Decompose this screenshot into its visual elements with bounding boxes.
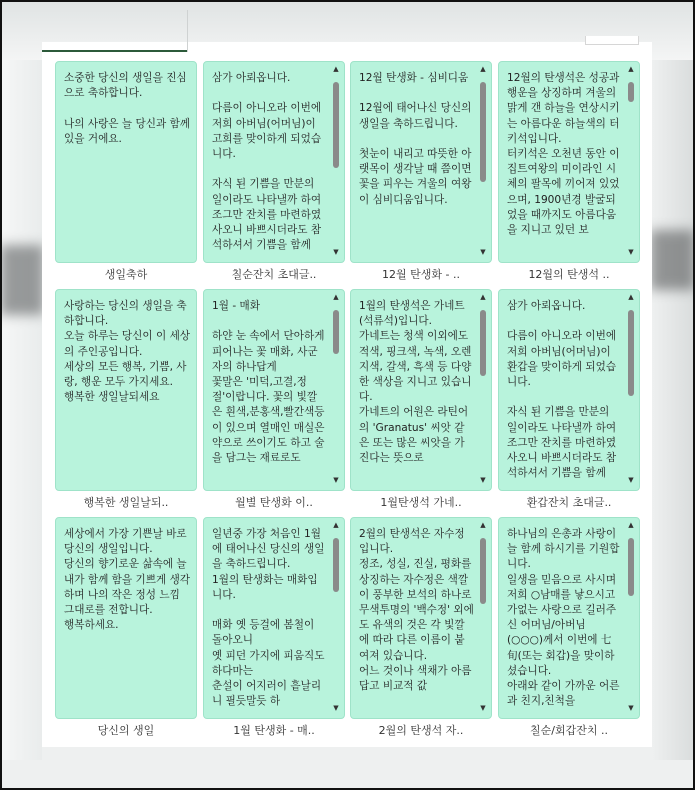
scroll-up-arrow-icon[interactable]: ▲: [628, 65, 634, 73]
scrollbar-thumb[interactable]: [628, 538, 634, 596]
message-card-textarea[interactable]: [55, 289, 197, 491]
scrollbar-thumb[interactable]: [628, 82, 634, 102]
message-card-caption[interactable]: 생일축하: [104, 268, 148, 281]
message-card[interactable]: [203, 61, 345, 282]
message-card-textarea[interactable]: [498, 61, 640, 263]
message-card-caption[interactable]: 칠순/회갑잔치 ..: [530, 724, 608, 737]
scroll-up-arrow-icon[interactable]: ▲: [333, 293, 339, 301]
scrollbar-thumb[interactable]: [333, 538, 339, 592]
card-scrollbar[interactable]: [332, 66, 340, 256]
scroll-up-arrow-icon[interactable]: ▲: [333, 521, 339, 529]
message-card-textarea[interactable]: [498, 517, 640, 719]
message-card-caption[interactable]: 당신의 생일: [97, 724, 155, 737]
card-scrollbar[interactable]: [332, 522, 340, 712]
scrollbar-thumb[interactable]: [333, 310, 339, 354]
message-card-textarea[interactable]: [350, 289, 492, 491]
scroll-up-arrow-icon[interactable]: ▲: [480, 293, 486, 301]
message-card-caption[interactable]: 칠순잔치 초대글..: [231, 268, 317, 281]
message-card-text: 하나님의 은총과 사랑이 늘 함께 하시기를 기원합니다. 일생을 믿음으로 사시며 저희 ○남매를 낳으시고 가없는 사랑으로 길러주신 어머님/아버님 (○○○)께서 이번에 七旬(또는 회갑)을 맞이하셨습니다. 아래와 같이 가까운 어른과 친지,친척을: [507, 528, 620, 708]
scrollbar-thumb[interactable]: [480, 82, 486, 182]
card-scrollbar[interactable]: [332, 294, 340, 484]
message-card-textarea[interactable]: [350, 61, 492, 263]
scrollbar-thumb[interactable]: [480, 310, 486, 376]
message-card[interactable]: [350, 61, 492, 282]
scroll-down-arrow-icon[interactable]: ▼: [628, 248, 634, 256]
message-card-textarea[interactable]: [55, 61, 197, 263]
scroll-down-arrow-icon[interactable]: ▼: [333, 248, 339, 256]
message-card-caption[interactable]: 1월탄생석 가네..: [380, 496, 462, 509]
card-scrollbar[interactable]: [479, 522, 487, 712]
message-card-text: 소중한 당신의 생일을 진심으로 축하합니다. 나의 사랑은 늘 당신과 함께 있을 거에요.: [64, 72, 191, 145]
background-left: [0, 60, 42, 760]
message-card[interactable]: [350, 289, 492, 510]
message-card-text: 삼가 아뢰옵니다. 다름이 아니오라 이번에 저희 아버님(어머님)이 고희를 맞이하게 되었습니다. 자식 된 기쁨을 만분의 일이라도 나타낼까 하여 조그만 잔치를 마련하였사오니 바쁘시더라도 참석하셔서 기쁨을 함께: [212, 72, 322, 252]
scroll-up-arrow-icon[interactable]: ▲: [628, 293, 634, 301]
card-scrollbar[interactable]: [479, 294, 487, 484]
message-card-text: 1월의 탄생석은 가네트(석류석)입니다. 가네트는 청색 이외에도 적색, 핑크색, 녹색, 오렌지색, 갈색, 흑색 등 다양한 색상을 지니고 있습니다. 가네트의 어원은 라틴어의 'Granatus' 씨앗 같은 또는 많은 씨앗을 가진다는 뜻으로: [359, 300, 472, 465]
message-card[interactable]: [498, 517, 640, 738]
scrollbar-thumb[interactable]: [628, 310, 634, 396]
scroll-up-arrow-icon[interactable]: ▲: [628, 521, 634, 529]
message-card-caption[interactable]: 환갑잔치 초대글..: [526, 496, 612, 509]
scroll-up-arrow-icon[interactable]: ▲: [480, 521, 486, 529]
scroll-down-arrow-icon[interactable]: ▼: [333, 476, 339, 484]
scroll-down-arrow-icon[interactable]: ▼: [480, 704, 486, 712]
message-card-textarea[interactable]: [55, 517, 197, 719]
message-card[interactable]: [350, 517, 492, 738]
message-card[interactable]: [55, 517, 197, 738]
message-card-text: 12월의 탄생석은 성공과 행운을 상징하며 겨울의 맑게 갠 하늘을 연상시키는 아름다운 하늘색의 터키석입니다. 터키석은 오천년 동안 이집트여왕의 미이라인 시체의 팔목에 끼어져 있었으며, 1900년경 발굴되었을 때까지도 아름다움을 지니고 있던 보: [507, 72, 620, 237]
scroll-down-arrow-icon[interactable]: ▼: [480, 476, 486, 484]
card-scrollbar[interactable]: [627, 522, 635, 712]
message-card[interactable]: [203, 517, 345, 738]
message-card-textarea[interactable]: [203, 61, 345, 263]
message-card-text: 2월의 탄생석은 자수정입니다. 정조, 성실, 진실, 평화를 상징하는 자수정은 색깔이 풍부한 보석의 하나로 무색투명의 '백수정' 외에도 유색의 것은 각 빛깔에 따라 다른 이름이 붙여져 있습니다. 어느 것이나 색채가 아름답고 비교적 값: [359, 528, 474, 693]
scrollbar-thumb[interactable]: [333, 82, 339, 168]
message-card-caption[interactable]: 1월 탄생화 - 매..: [233, 724, 315, 737]
card-scrollbar[interactable]: [627, 66, 635, 256]
message-card-text: 세상에서 가장 기쁜날 바로 당신의 생일입니다. 당신의 향기로운 삶속에 늘 내가 함께 함을 기쁘게 생각하며 나의 작은 정성 느낌 그대로를 전합니다. 행복하세요.: [64, 528, 191, 632]
message-card-text: 12월 탄생화 - 심비디움 12월에 태어나신 당신의 생일을 축하드립니다. 첫눈이 내리고 따뜻한 아랫목이 생각날 때 쯤이면 꽃을 피우는 겨울의 여왕이 심비디움입니다.: [359, 72, 472, 206]
message-card-caption[interactable]: 행복한 생일날되..: [83, 496, 169, 509]
search-box[interactable]: [585, 36, 639, 45]
scroll-down-arrow-icon[interactable]: ▼: [480, 248, 486, 256]
background-shadow-left: [0, 245, 44, 315]
message-card-textarea[interactable]: [498, 289, 640, 491]
card-scrollbar[interactable]: [627, 294, 635, 484]
card-scrollbar[interactable]: [479, 66, 487, 256]
message-card[interactable]: [498, 289, 640, 510]
background-shadow-right: [650, 230, 695, 290]
message-card-caption[interactable]: 월별 탄생화 이..: [235, 496, 313, 509]
scrollbar-thumb[interactable]: [480, 538, 486, 604]
message-card-caption[interactable]: 12월 탄생화 - ..: [382, 268, 460, 281]
message-card-text: 삼가 아뢰옵니다. 다름이 아니오라 이번에 저희 아버님(어머님)이 환갑을 맞이하게 되었습니다. 자식 된 기쁨을 만분의 일이라도 나타낼까 하여 조그만 잔치를 마련하였사오니 바쁘시더라도 참석하셔서 기쁨을 함께: [507, 300, 617, 480]
scroll-up-arrow-icon[interactable]: ▲: [333, 65, 339, 73]
tab-divider: [187, 10, 188, 52]
active-tab-underline: [42, 50, 187, 52]
scroll-up-arrow-icon[interactable]: ▲: [480, 65, 486, 73]
message-card-textarea[interactable]: [203, 517, 345, 719]
message-card-text: 일년중 가장 처음인 1월에 태어나신 당신의 생일을 축하드립니다. 1월의 탄생화는 매화입니다. 매화 옛 등걸에 봄철이 돌아오니 옛 피던 가지에 피움직도 하다마는 춘설이 어지러이 흩날리니 필듯말듯 하: [212, 528, 325, 708]
message-card-text: 사랑하는 당신의 생일을 축하합니다. 오늘 하루는 당신이 이 세상의 주인공입니다. 세상의 모든 행복, 기쁨, 사랑, 행운 모두 가지세요. 행복한 생일날되세요: [64, 300, 191, 404]
message-card[interactable]: [55, 289, 197, 510]
background-right: [652, 60, 695, 760]
message-card[interactable]: [55, 61, 197, 282]
message-card-text: 1월 - 매화 하얀 눈 속에서 단아하게 피어나는 꽃 매화, 사군자의 하나답게 꽃말은 '미덕,고결,정절'이랍니다. 꽃의 빛깔은 흰색,분홍색,빨간색등이 있으며 열매인 매실은 약으로 쓰이기도 하고 술을 담그는 재료로도: [212, 300, 325, 465]
message-card[interactable]: [498, 61, 640, 282]
message-card-caption[interactable]: 12월의 탄생석 ..: [528, 268, 610, 281]
scroll-down-arrow-icon[interactable]: ▼: [628, 476, 634, 484]
message-card-textarea[interactable]: [350, 517, 492, 719]
scroll-down-arrow-icon[interactable]: ▼: [628, 704, 634, 712]
scroll-down-arrow-icon[interactable]: ▼: [333, 704, 339, 712]
message-card-textarea[interactable]: [203, 289, 345, 491]
message-card[interactable]: [203, 289, 345, 510]
message-card-caption[interactable]: 2월의 탄생석 자..: [378, 724, 464, 737]
